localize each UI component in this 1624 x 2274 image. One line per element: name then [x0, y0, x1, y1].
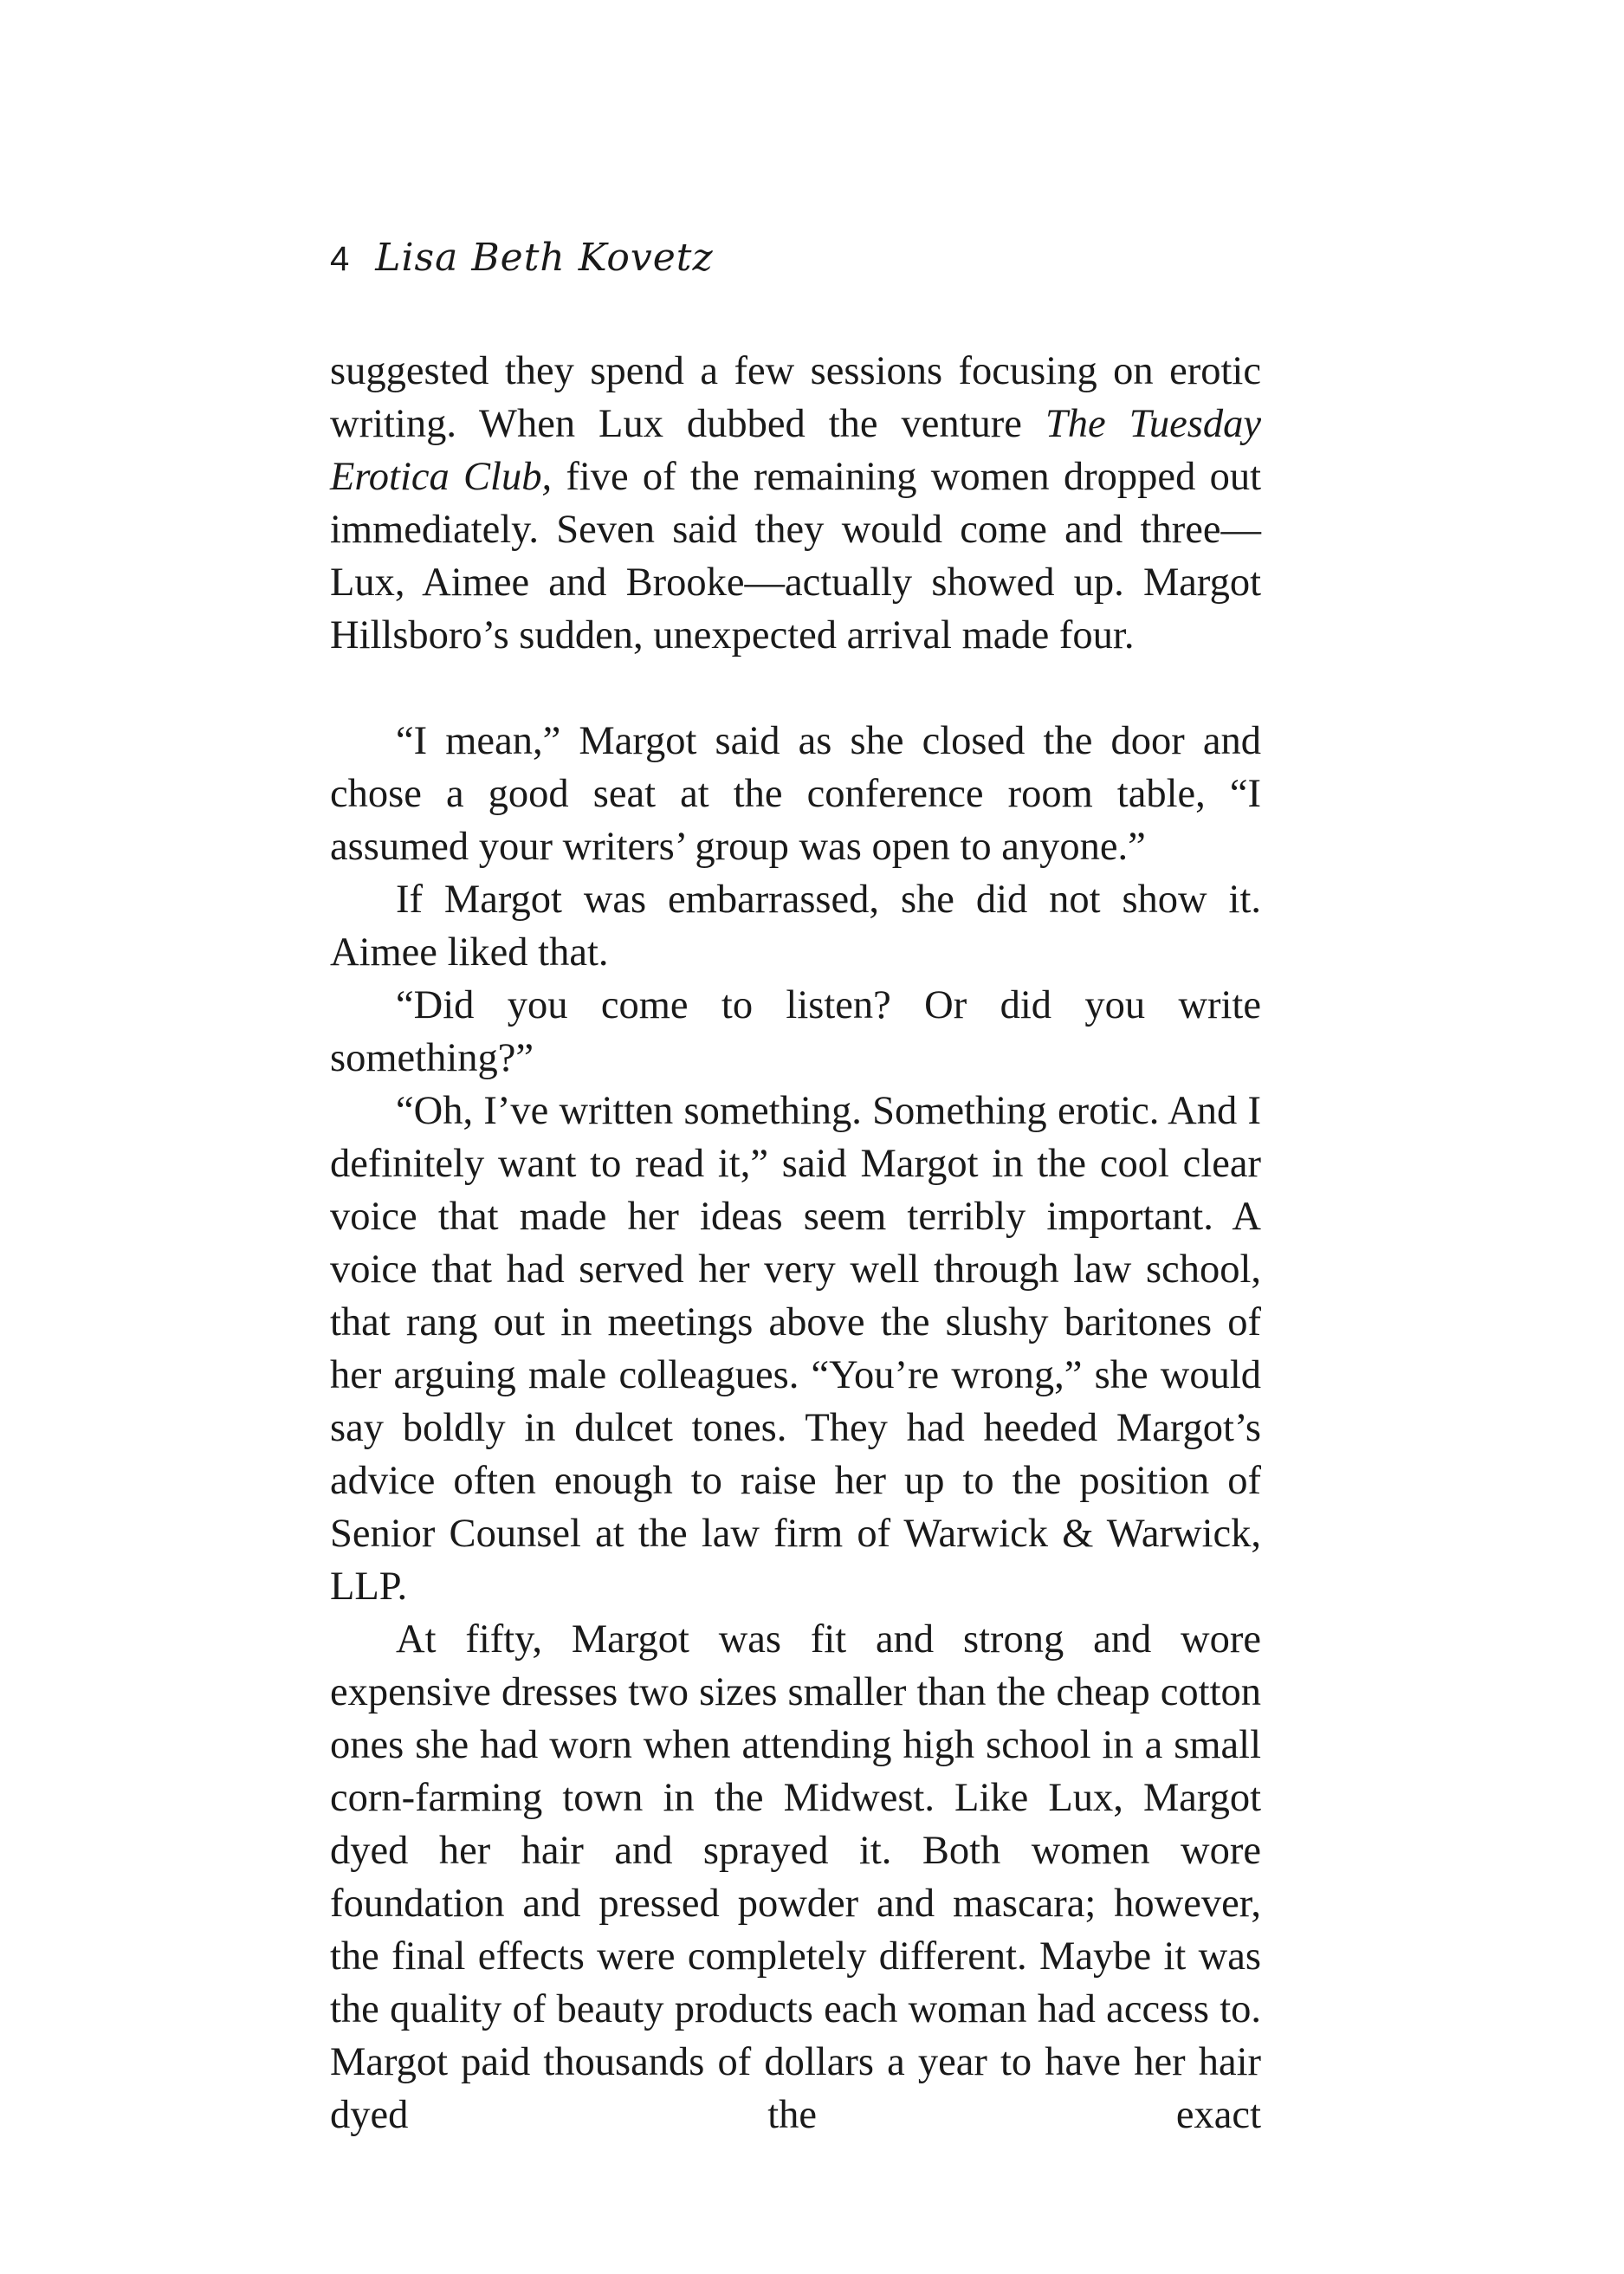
paragraph [330, 345, 1261, 662]
paragraph: If Margot was embarrassed, she did not show it. Aimee liked that. [330, 878, 1261, 975]
body-text [330, 345, 1261, 2141]
author-name: Lisa Beth Kovetz [375, 236, 714, 280]
paragraph: “Oh, I’ve written something. Something erotic. And I definitely want to read it,” said Margot in the cool clear voice that made her ideas seem terribly important. A voice that had served her very well through law school, that rang out in meetings above the slushy baritones of her arguing male colleagues. “You’re wrong,” she would say boldly in dulcet tones. They had heeded Margot’s advice often enough to raise her up to the position of Senior Counsel at the law firm of Warwick & Warwick, LLP. [330, 1089, 1261, 1609]
book-title: The Tuesday Erotica Club, [330, 402, 1261, 499]
page-number: 4 [330, 240, 350, 278]
running-head [330, 236, 714, 296]
paragraph: At fifty, Margot was fit and strong and wore expensive dresses two sizes smaller than the cheap cotton ones she had worn when attending high school in a small corn-farming town in the Midwest. Like Lux, Margot dyed her hair and sprayed it. Both women wore foundation and pressed powder and mascara; however, the final effects were completely different. Maybe it was the quality of beauty products each woman had access to. Margot paid thousands of dollars a year to have her hair dyed the exact [330, 1617, 1261, 2137]
paragraph: “Did you come to listen? Or did you write something?” [330, 983, 1261, 1080]
text-run: five of the remaining women dropped out immediately. Seven said they would come and three—Lux, Aimee and Brooke—actually showed up. Margot Hillsboro’s sudden, unexpected arrival made four. [330, 455, 1262, 658]
paragraph: “I mean,” Margot said as she closed the door and chose a good seat at the conference room table, “I assumed your writers’ group was open to anyone.” [330, 719, 1261, 869]
text-run: suggested they spend a few sessions focusing on erotic writing. When Lux dubbed the venture [330, 349, 1261, 446]
